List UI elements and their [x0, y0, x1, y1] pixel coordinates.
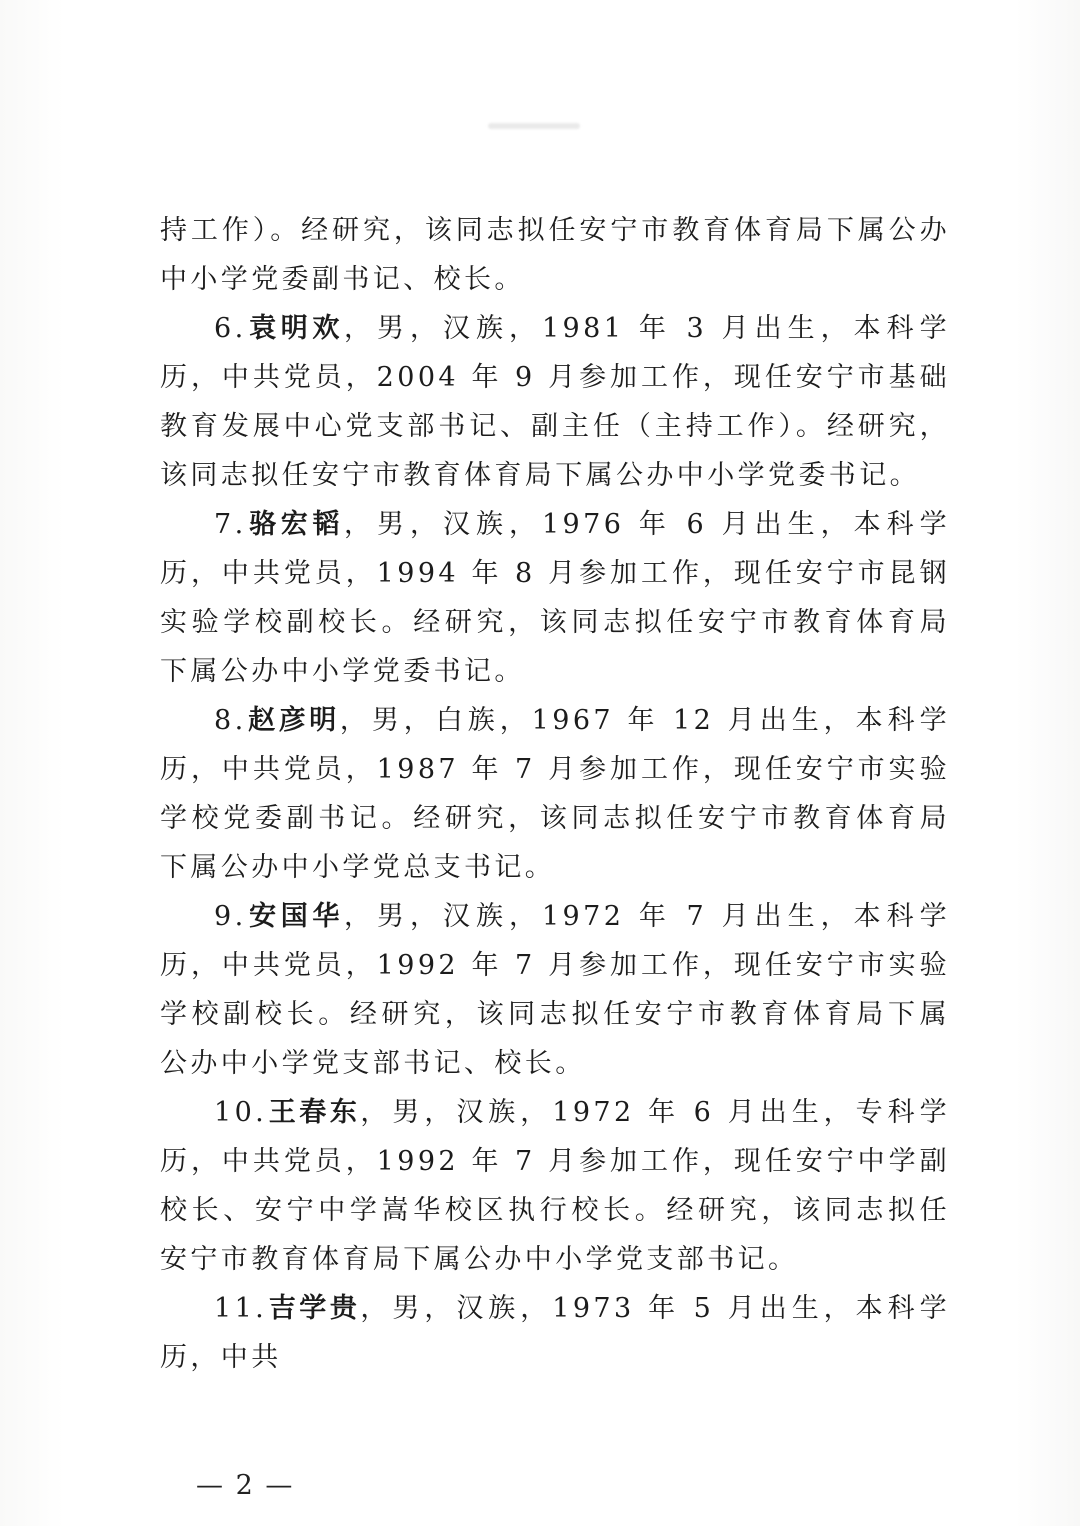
document-body — [160, 206, 950, 1382]
item-number: 9. — [214, 901, 247, 932]
paragraph-text: ，男，汉族，1981 年 3 月出生，本科学历，中共党员，2004 年 9 月参加工作，现任安宁市基础教育发展中心党支部书记、副主任（主持工作）。经研究，该同志拟任安宁市教育体育局下属公办中小学党委书记。 — [160, 313, 950, 491]
paragraph-text: ，男，汉族，1973 年 5 月出生，本科学历，中共 — [160, 1293, 950, 1373]
page-number: — 2 — — [196, 1470, 295, 1501]
paragraph-item-10 — [160, 1088, 950, 1284]
paragraph-text: ，男，白族，1967 年 12 月出生，本科学历，中共党员，1987 年 7 月参加工作，现任安宁市实验学校党委副书记。经研究，该同志拟任安宁市教育体育局下属公办中小学党总支书记。 — [160, 705, 950, 883]
item-number: 7. — [214, 509, 247, 540]
paragraph-item-11 — [160, 1284, 950, 1382]
item-number: 6. — [214, 313, 247, 344]
scan-smudge — [488, 123, 580, 129]
person-name: 安国华 — [246, 901, 344, 932]
paragraph-continued — [160, 206, 950, 304]
paragraph-text: ，男，汉族，1972 年 6 月出生，专科学历，中共党员，1992 年 7 月参加工作，现任安宁中学副校长、安宁中学嵩华校区执行校长。经研究，该同志拟任安宁市教育体育局下属公办中小学党支部书记。 — [160, 1097, 950, 1275]
paragraph-item-8 — [160, 696, 950, 892]
item-number: 10. — [214, 1097, 268, 1128]
person-name: 吉学贵 — [267, 1293, 361, 1324]
person-name: 袁明欢 — [246, 313, 344, 344]
paragraph-text: ，男，汉族，1976 年 6 月出生，本科学历，中共党员，1994 年 8 月参加工作，现任安宁市昆钢实验学校副校长。经研究，该同志拟任安宁市教育体育局下属公办中小学党委书记。 — [160, 509, 950, 687]
person-name: 骆宏韬 — [246, 509, 344, 540]
paragraph-item-9 — [160, 892, 950, 1088]
item-number: 11. — [214, 1293, 268, 1324]
paragraph-item-7 — [160, 500, 950, 696]
item-number: 8. — [214, 705, 247, 736]
paragraph-item-6 — [160, 304, 950, 500]
paragraph-text: ，男，汉族，1972 年 7 月出生，本科学历，中共党员，1992 年 7 月参加工作，现任安宁市实验学校副校长。经研究，该同志拟任安宁市教育体育局下属公办中小学党支部书记、校长。 — [160, 901, 950, 1079]
person-name: 王春东 — [267, 1097, 361, 1128]
person-name: 赵彦明 — [246, 705, 340, 736]
paragraph-text: 持工作）。经研究，该同志拟任安宁市教育体育局下属公办中小学党委副书记、校长。 — [160, 215, 950, 295]
